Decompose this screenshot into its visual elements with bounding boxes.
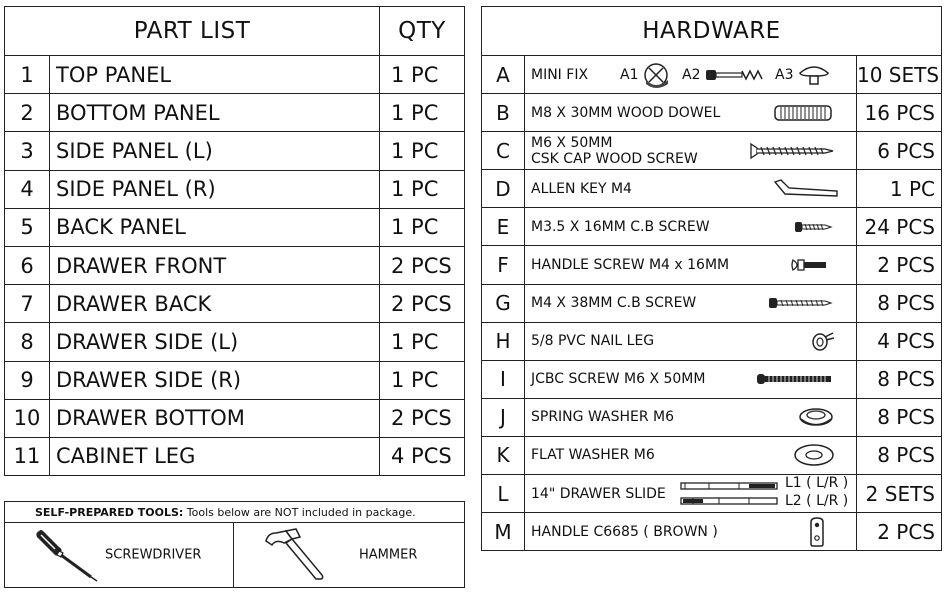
hardware-desc-cell: [525, 170, 857, 208]
screwdriver-icon: [33, 527, 103, 583]
hardware-table: [481, 6, 942, 551]
hardware-qty: 8 PCS: [857, 436, 942, 474]
mini-fix-a2-label: A2: [682, 66, 701, 83]
hardware-letter: F: [482, 246, 525, 284]
part-number: 4: [5, 170, 50, 208]
hardware-letter: J: [482, 398, 525, 436]
tool-hammer-cell: [234, 523, 465, 588]
hardware-letter: G: [482, 284, 525, 322]
hardware-desc: JCBC SCREW M6 X 50MM: [531, 371, 706, 388]
part-row: [5, 246, 465, 284]
part-qty: 4 PCS: [380, 437, 465, 475]
spring-washer-icon: [797, 406, 835, 428]
hardware-row: [482, 132, 942, 170]
hardware-row: [482, 208, 942, 246]
hardware-row: [482, 322, 942, 360]
hardware-row: [482, 398, 942, 436]
part-row: [5, 94, 465, 132]
hardware-desc-line2: CSK CAP WOOD SCREW: [531, 151, 698, 168]
hardware-row: [482, 284, 942, 322]
hardware-desc-lines: [531, 135, 698, 167]
hardware-qty: 24 PCS: [857, 208, 942, 246]
hardware-qty: 4 PCS: [857, 322, 942, 360]
part-row: [5, 132, 465, 170]
hardware-desc-cell: [525, 94, 857, 132]
hardware-desc-cell: [525, 360, 857, 398]
hardware-row: [482, 475, 942, 513]
cb-screw-icon: [793, 220, 833, 234]
part-list-header: [5, 7, 465, 56]
part-row: [5, 437, 465, 475]
part-qty: 1 PC: [380, 94, 465, 132]
part-row: [5, 285, 465, 323]
hardware-desc: ALLEN KEY M4: [531, 180, 632, 197]
hardware-letter: C: [482, 132, 525, 170]
jcbc-screw-icon: [755, 372, 835, 386]
part-qty: 2 PCS: [380, 285, 465, 323]
part-qty: 2 PCS: [380, 246, 465, 284]
part-name: DRAWER BACK: [50, 285, 380, 323]
tools-row: [5, 523, 465, 588]
hardware-header: [482, 7, 942, 56]
hardware-qty: 8 PCS: [857, 360, 942, 398]
part-number: 6: [5, 246, 50, 284]
tools-box: [4, 501, 465, 588]
part-name: DRAWER FRONT: [50, 246, 380, 284]
tools-title: [5, 502, 465, 523]
hardware-desc: M3.5 X 16MM C.B SCREW: [531, 218, 710, 235]
part-row: [5, 323, 465, 361]
part-name: DRAWER BOTTOM: [50, 399, 380, 437]
hardware-letter: A: [482, 56, 525, 94]
tools-title-bold: SELF-PREPARED TOOLS:: [35, 505, 184, 519]
part-number: 9: [5, 361, 50, 399]
part-number: 2: [5, 94, 50, 132]
hardware-letter: I: [482, 360, 525, 398]
part-name: TOP PANEL: [50, 56, 380, 94]
hardware-letter: E: [482, 208, 525, 246]
part-qty: 1 PC: [380, 208, 465, 246]
part-name: BACK PANEL: [50, 208, 380, 246]
nail-leg-icon: [809, 329, 835, 353]
part-list-table: [4, 6, 465, 476]
hardware-row: [482, 360, 942, 398]
part-qty: 1 PC: [380, 56, 465, 94]
part-list-title: PART LIST: [5, 7, 380, 56]
hardware-letter: D: [482, 170, 525, 208]
hardware-letter: K: [482, 436, 525, 474]
hardware-desc: M4 X 38MM C.B SCREW: [531, 295, 697, 312]
hardware-qty: 8 PCS: [857, 284, 942, 322]
hardware-desc: 14" DRAWER SLIDE: [531, 485, 666, 502]
hardware-desc-cell: [525, 284, 857, 322]
hardware-desc: FLAT WASHER M6: [531, 447, 655, 464]
part-qty: 1 PC: [380, 132, 465, 170]
part-number: 7: [5, 285, 50, 323]
hardware-row: [482, 246, 942, 284]
flat-washer-icon: [793, 443, 835, 467]
tool-screwdriver-cell: [5, 523, 234, 588]
hardware-row: [482, 513, 942, 551]
hardware-desc-cell: [525, 398, 857, 436]
hardware-desc-cell: [525, 132, 857, 170]
qty-header: QTY: [380, 7, 465, 56]
part-name: SIDE PANEL (R): [50, 170, 380, 208]
hammer-label: HAMMER: [359, 547, 418, 563]
hardware-qty: 16 PCS: [857, 94, 942, 132]
hammer-icon: [262, 527, 337, 583]
part-name: SIDE PANEL (L): [50, 132, 380, 170]
hardware-title: HARDWARE: [482, 7, 942, 56]
hardware-desc-cell: [525, 475, 857, 513]
hardware-desc: M6 X 50MM: [531, 135, 613, 152]
mini-fix-icon: [642, 60, 672, 90]
hardware-row: [482, 436, 942, 474]
hardware-qty: 2 PCS: [857, 513, 942, 551]
hardware-desc: HANDLE C6685 ( BROWN ): [531, 523, 718, 540]
hardware-qty: 2 SETS: [857, 475, 942, 513]
hardware-desc-cell: [525, 246, 857, 284]
part-number: 11: [5, 437, 50, 475]
part-number: 1: [5, 56, 50, 94]
hardware-desc-cell: [525, 513, 857, 551]
hardware-desc-cell: [525, 56, 857, 94]
tools-title-note: Tools below are NOT included in package.: [183, 505, 416, 519]
hardware-desc: 5/8 PVC NAIL LEG: [531, 333, 655, 350]
hardware-row: [482, 56, 942, 94]
hardware-letter: L: [482, 475, 525, 513]
hardware-letter: H: [482, 322, 525, 360]
hardware-desc: HANDLE SCREW M4 x 16MM: [531, 257, 730, 274]
hardware-desc: SPRING WASHER M6: [531, 409, 675, 426]
hardware-qty: 10 SETS: [857, 56, 942, 94]
mini-fix-a3-label: A3: [775, 66, 794, 83]
hardware-desc: M8 X 30MM WOOD DOWEL: [531, 104, 721, 121]
hardware-qty: 2 PCS: [857, 246, 942, 284]
hardware-row: [482, 170, 942, 208]
mini-fix-bolt-icon: [704, 67, 766, 83]
hardware-letter: M: [482, 513, 525, 551]
hardware-desc: MINI FIX: [531, 66, 589, 83]
part-number: 8: [5, 323, 50, 361]
part-name: DRAWER SIDE (L): [50, 323, 380, 361]
part-qty: 1 PC: [380, 170, 465, 208]
part-row: [5, 361, 465, 399]
part-name: DRAWER SIDE (R): [50, 361, 380, 399]
handle-icon: [807, 516, 827, 548]
part-row: [5, 170, 465, 208]
drawer-slide-l2-label: L2 ( L/R ): [785, 493, 849, 510]
part-number: 5: [5, 208, 50, 246]
allen-key-icon: [771, 178, 841, 200]
part-name: CABINET LEG: [50, 437, 380, 475]
screwdriver-label: SCREWDRIVER: [105, 547, 202, 563]
mini-fix-cap-icon: [797, 63, 831, 87]
part-row: [5, 56, 465, 94]
wood-screw-icon: [749, 142, 835, 160]
tools-header: [5, 502, 465, 523]
part-number: 10: [5, 399, 50, 437]
drawer-slide-l1-label: L1 ( L/R ): [785, 475, 849, 492]
hardware-desc-cell: [525, 208, 857, 246]
hardware-row: [482, 94, 942, 132]
hardware-desc-cell: [525, 322, 857, 360]
part-row: [5, 399, 465, 437]
part-name: BOTTOM PANEL: [50, 94, 380, 132]
part-number: 3: [5, 132, 50, 170]
part-qty: 2 PCS: [380, 399, 465, 437]
part-qty: 1 PC: [380, 361, 465, 399]
hardware-letter: B: [482, 94, 525, 132]
handle-screw-icon: [791, 257, 829, 273]
part-row: [5, 208, 465, 246]
hardware-desc-cell: [525, 436, 857, 474]
hardware-qty: 8 PCS: [857, 398, 942, 436]
wood-dowel-icon: [773, 103, 833, 123]
part-qty: 1 PC: [380, 323, 465, 361]
mini-fix-a1-label: A1: [620, 66, 639, 83]
drawer-slide-icon: [679, 479, 779, 509]
hardware-qty: 1 PC: [857, 170, 942, 208]
long-cb-screw-icon: [767, 296, 833, 310]
hardware-qty: 6 PCS: [857, 132, 942, 170]
